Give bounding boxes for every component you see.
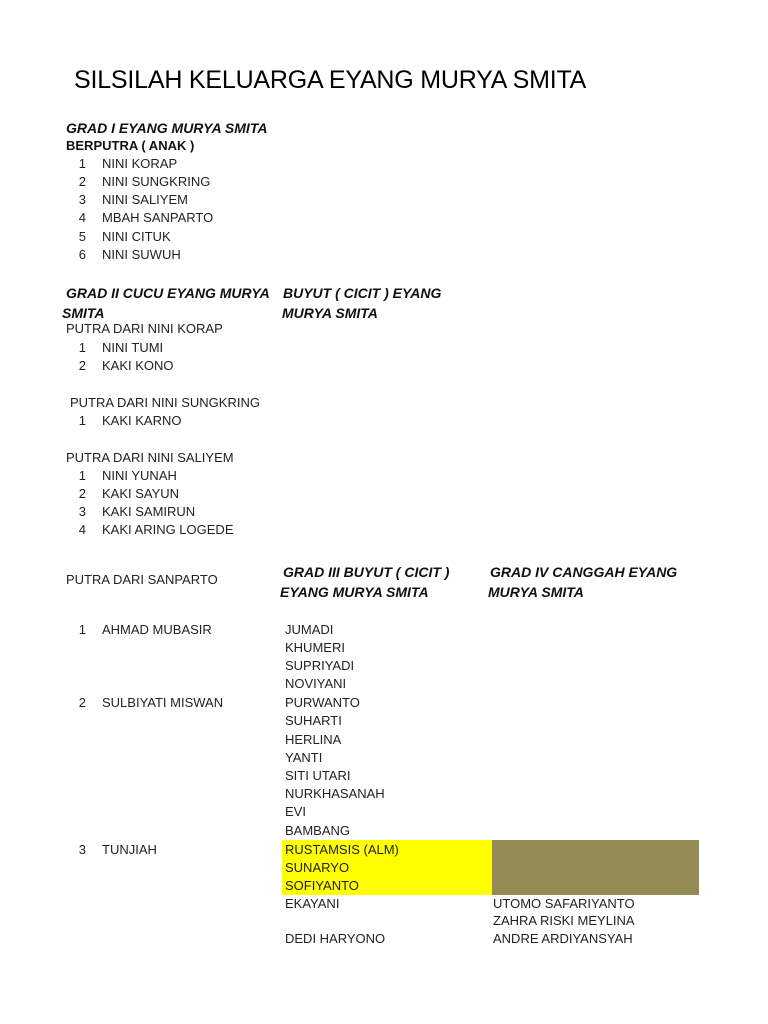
list-item: NINI YUNAH	[102, 468, 177, 483]
list-item: NURKHASANAH	[285, 786, 385, 801]
list-item: ANDRE ARDIYANSYAH	[493, 931, 633, 946]
list-item: PURWANTO	[285, 695, 360, 710]
list-item-number: 1	[78, 622, 86, 637]
list-item: UTOMO SAFARIYANTO	[493, 896, 635, 911]
list-item: EKAYANI	[285, 896, 340, 911]
buyut-heading-line2: MURYA SMITA	[282, 305, 378, 321]
list-item-number: 1	[78, 468, 86, 483]
list-item-number: 1	[78, 340, 86, 355]
list-item: SUHARTI	[285, 713, 342, 728]
list-item-number: 2	[78, 358, 86, 373]
grad2-heading-line1: GRAD II CUCU EYANG MURYA	[66, 285, 270, 301]
list-item-number: 4	[78, 210, 86, 225]
list-item: KHUMERI	[285, 640, 345, 655]
grad1-heading: GRAD I EYANG MURYA SMITA	[66, 120, 268, 136]
list-item: NOVIYANI	[285, 676, 347, 691]
list-item-number: 4	[78, 522, 86, 537]
list-item-number: 6	[78, 247, 86, 262]
list-item: NINI TUMI	[102, 340, 164, 355]
list-item-number: 5	[78, 229, 86, 244]
list-item-number: 2	[78, 174, 86, 189]
list-item-number: 2	[78, 486, 86, 501]
list-item: KAKI KARNO	[102, 413, 182, 428]
group-label-korap: PUTRA DARI NINI KORAP	[66, 321, 223, 336]
grad2-heading-line2: SMITA	[62, 305, 105, 321]
list-item: BAMBANG	[285, 823, 351, 838]
list-item: DEDI HARYONO	[285, 931, 386, 946]
list-item: SITI UTARI	[285, 768, 351, 783]
list-item: SOFIYANTO	[285, 878, 359, 893]
list-item-number: 2	[78, 695, 86, 710]
list-item: RUSTAMSIS (ALM)	[285, 842, 399, 857]
list-item: MBAH SANPARTO	[102, 210, 214, 225]
list-item: KAKI SAYUN	[102, 486, 180, 501]
list-item: SULBIYATI MISWAN	[102, 695, 224, 710]
list-item-number: 1	[78, 156, 86, 171]
list-item: HERLINA	[285, 732, 342, 747]
list-item-number: 3	[78, 504, 86, 519]
group-label-saliyem: PUTRA DARI NINI SALIYEM	[66, 450, 234, 465]
list-item-number: 3	[78, 842, 86, 857]
grad3-heading-line2: EYANG MURYA SMITA	[280, 584, 429, 600]
grad4-heading-line1: GRAD IV CANGGAH EYANG	[490, 564, 678, 580]
grad3-heading-line1: GRAD III BUYUT ( CICIT )	[283, 564, 450, 580]
list-item: NINI CITUK	[102, 229, 171, 244]
list-item: KAKI ARING LOGEDE	[102, 522, 234, 537]
list-item: SUPRIYADI	[285, 658, 355, 673]
list-item: ZAHRA RISKI MEYLINA	[493, 913, 635, 928]
buyut-heading-line1: BUYUT ( CICIT ) EYANG	[283, 285, 442, 301]
olive-filled-cells	[492, 840, 699, 895]
list-item: NINI KORAP	[102, 156, 178, 171]
list-item: NINI SALIYEM	[102, 192, 188, 207]
grad1-subheading: BERPUTRA ( ANAK )	[66, 138, 195, 153]
list-item: KAKI KONO	[102, 358, 174, 373]
grad4-heading-line2: MURYA SMITA	[488, 584, 584, 600]
list-item-number: 1	[78, 413, 86, 428]
list-item: NINI SUWUH	[102, 247, 181, 262]
list-item-number: 3	[78, 192, 86, 207]
list-item: JUMADI	[285, 622, 334, 637]
list-item: AHMAD MUBASIR	[102, 622, 212, 637]
page-title: SILSILAH KELUARGA EYANG MURYA SMITA	[74, 66, 587, 94]
list-item: EVI	[285, 804, 306, 819]
list-item: KAKI SAMIRUN	[102, 504, 196, 519]
list-item: YANTI	[285, 750, 323, 765]
list-item: TUNJIAH	[102, 842, 157, 857]
list-item: NINI SUNGKRING	[102, 174, 211, 189]
list-item: SUNARYO	[285, 860, 350, 875]
group-label-sungkring: PUTRA DARI NINI SUNGKRING	[70, 395, 260, 410]
group-label-sanparto: PUTRA DARI SANPARTO	[66, 572, 218, 587]
